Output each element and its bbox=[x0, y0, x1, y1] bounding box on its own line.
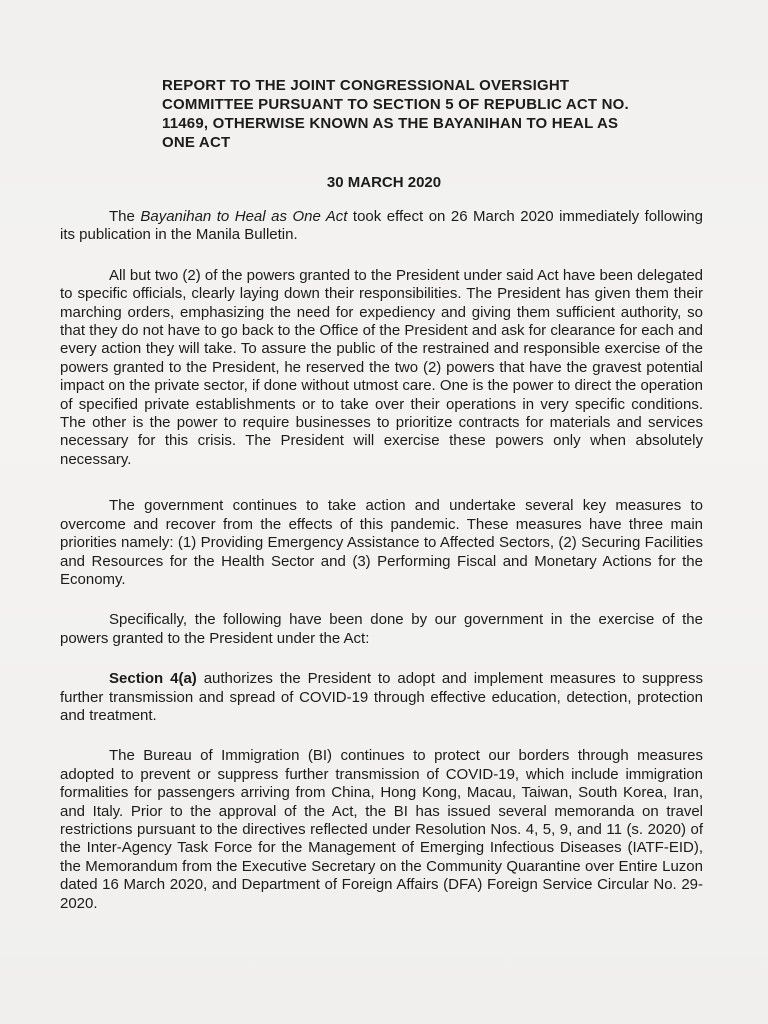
paragraph-effectivity bbox=[60, 208, 703, 245]
document-title: REPORT TO THE JOINT CONGRESSIONAL OVERSIGHT COMMITTEE PURSUANT TO SECTION 5 OF REPUBLIC ACT NO. 11469, OTHERWISE KNOWN AS THE BAYANIHAN TO HEAL AS ONE ACT bbox=[162, 77, 629, 151]
paragraph-specifically: Specifically, the following have been done by our government in the exercise of the powers granted to the President under the Act: bbox=[60, 611, 703, 647]
section-heading: Section 4(a) bbox=[109, 670, 197, 688]
act-name-emphasis: Bayanihan to Heal as One Act bbox=[140, 208, 348, 225]
paragraph-key-measures: The government continues to take action and undertake several key measures to overcome and recover from the effects of this pandemic. These measures have three main priorities namely: (1) Providing Emergency Assistance to Affected Sectors, (2) Securing Facilities and Resources for the Health Sector and (3) Performing Fiscal and Monetary Actions for the Economy. bbox=[60, 497, 703, 588]
paragraph-rest: authorizes the President to adopt and implement measures to suppress further transmission and spread of COVID-19 through effective education, detection, protection and treatment. bbox=[60, 670, 703, 724]
paragraph-lead: The bbox=[109, 208, 141, 225]
paragraph-rest: took effect on 26 March 2020 immediately following its publication in the Manila Bulletin. bbox=[60, 208, 703, 244]
paragraph-section-4a bbox=[60, 670, 703, 725]
paragraph-bureau-of-immigration: The Bureau of Immigration (BI) continues to protect our borders through measures adopted to prevent or suppress further transmission of COVID-19, which include immigration formalities for passengers arriving from China, Hong Kong, Macau, Taiwan, South Korea, Iran, and Italy. Prior to the approval of the Act, the BI has issued several memoranda on travel restrictions pursuant to the directives reflected under Resolution Nos. 4, 5, 9, and 11 (s. 2020) of the Inter-Agency Task Force for the Management of Emerging Infectious Diseases (IATF-EID), the Memorandum from the Executive Secretary on the Community Quarantine over Entire Luzon dated 16 March 2020, and Department of Foreign Affairs (DFA) Foreign Service Circular No. 29-2020. bbox=[60, 747, 703, 912]
paragraph-powers-delegation: All but two (2) of the powers granted to the President under said Act have been delegated to specific officials, clearly laying down their responsibilities. The President has given them their marching orders, emphasizing the need for expediency and giving them sufficient authority, so that they do not have to go back to the Office of the President and ask for clearance for each and every action they will take. To assure the public of the restrained and responsible exercise of the powers granted to the President, he reserved the two (2) powers that have the gravest potential impact on the private sector, if done without utmost care. One is the power to direct the operation of specified private establishments or to take over their operations in very specific conditions. The other is the power to require businesses to prioritize contracts for materials and services necessary for this crisis. The President will exercise these powers only when absolutely necessary. bbox=[60, 266, 703, 468]
document-date: 30 MARCH 2020 bbox=[326, 174, 442, 191]
document-body bbox=[60, 208, 703, 913]
